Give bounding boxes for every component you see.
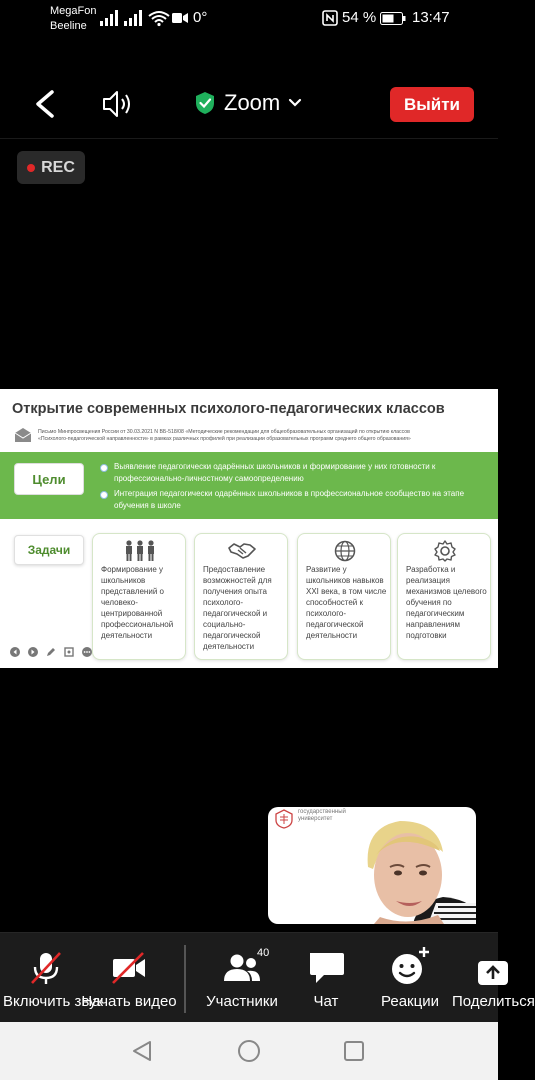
people-icon [123,540,157,562]
slide-controls [10,647,92,657]
shared-screen[interactable] [0,389,498,668]
globe-icon [334,540,356,562]
toolbar-separator [184,945,186,1013]
start-video-button[interactable] [81,933,177,1023]
share-button[interactable] [452,933,535,1023]
task-text: Предоставление возможностей для получения опыта психолого-педагогической и социально-педагогической деятельности [203,565,272,651]
battery-percent: 54 % [342,9,377,26]
start-video-label: Начать видео [81,993,177,1010]
nav-home-icon[interactable] [237,1039,261,1063]
letter-line-1: Письмо Минпросвещения России от 30.03.2021 N ВБ-518/08 «Методические рекомендации для общеобразовательных организаций по открытию классов [38,429,410,435]
task-text: Разработка и реализация механизмов целевого обучения по педагогическим направлениям подготовки [406,565,487,640]
letter-reference [38,429,488,443]
unmute-button[interactable] [0,933,104,1023]
zoom-slide-icon[interactable] [64,647,74,657]
handshake-icon [228,540,256,560]
task-card [194,533,288,660]
meeting-toolbar [0,932,535,1022]
chat-icon [306,949,346,987]
leave-button[interactable]: Выйти [390,87,474,122]
prev-slide-icon[interactable] [10,647,20,657]
goal-item: Выявление педагогически одарённых школьников и формирование у них готовности к профессионально-личностному самоопределению [100,461,480,485]
signal-icon-2 [124,10,144,26]
gear-icon [434,540,456,562]
participants-button[interactable] [198,933,286,1023]
share-label: Поделиться [452,993,535,1010]
more-icon[interactable] [82,647,92,657]
letter-line-2: «Психолого-педагогической направленности» в рамках различных профилей при реализации образовательных программ среднего общего образования» [38,436,411,442]
video-off-icon [107,947,151,987]
self-video-thumbnail[interactable] [268,807,476,924]
status-bar [0,0,498,40]
recording-indicator[interactable] [17,151,85,184]
nav-back-icon[interactable] [130,1039,154,1063]
logo-caption-line-1: государственный [298,809,346,815]
envelope-icon [14,427,32,443]
participant-video [268,807,476,924]
chevron-down-icon [288,98,302,108]
signal-icon [100,10,120,26]
carrier-2: Beeline [50,20,87,32]
slide-title: Открытие современных психолого-педагогических классов [12,401,445,417]
goal-item: Интеграция педагогически одарённых школьников в профессиональное сообщество на этапе обучения в школе [100,488,480,512]
participants-count: 40 [257,947,270,959]
data-speed: 0° [193,9,208,26]
goals-label: Цели [14,463,84,495]
carrier-names [50,4,96,34]
reaction-smile-icon [388,945,432,987]
back-arrow-icon[interactable] [30,88,60,120]
reactions-button[interactable] [372,933,448,1023]
battery-icon [380,12,406,25]
speaker-icon[interactable] [100,88,136,120]
camera-status-icon [172,12,188,24]
mic-muted-icon [26,947,66,987]
chat-label: Чат [313,993,339,1010]
participants-label: Участники [206,993,278,1010]
carrier-1: MegaFon [50,5,97,17]
task-card [92,533,186,660]
task-card [297,533,391,660]
reactions-label: Реакции [381,993,439,1010]
share-screen-icon [452,949,492,987]
clock: 13:47 [412,9,450,26]
meeting-top-bar [0,74,498,134]
meeting-title-text: Zoom [224,90,281,115]
record-dot-icon [27,164,35,172]
recording-label: REC [41,158,75,176]
nav-recents-icon[interactable] [343,1040,365,1062]
task-text: Развитие у школьников навыков XXI века, в том числе способностей к психолого-педагогической деятельности [306,565,387,640]
nfc-icon [322,10,338,26]
next-slide-icon[interactable] [28,647,38,657]
pen-icon[interactable] [46,647,56,657]
shield-check-icon [194,91,216,115]
meeting-title[interactable] [194,90,302,116]
tasks-label: Задачи [14,535,84,565]
wifi-icon [148,10,170,26]
task-card [397,533,491,660]
android-nav-bar [0,1022,498,1080]
chat-button[interactable] [296,933,356,1023]
logo-caption-line-2: университет [298,816,333,822]
unmute-label: Включить звук [2,993,104,1010]
top-divider [0,138,498,139]
task-text: Формирование у школьников представлений о человеко-центрированной профессиональной деятельности [101,565,174,640]
